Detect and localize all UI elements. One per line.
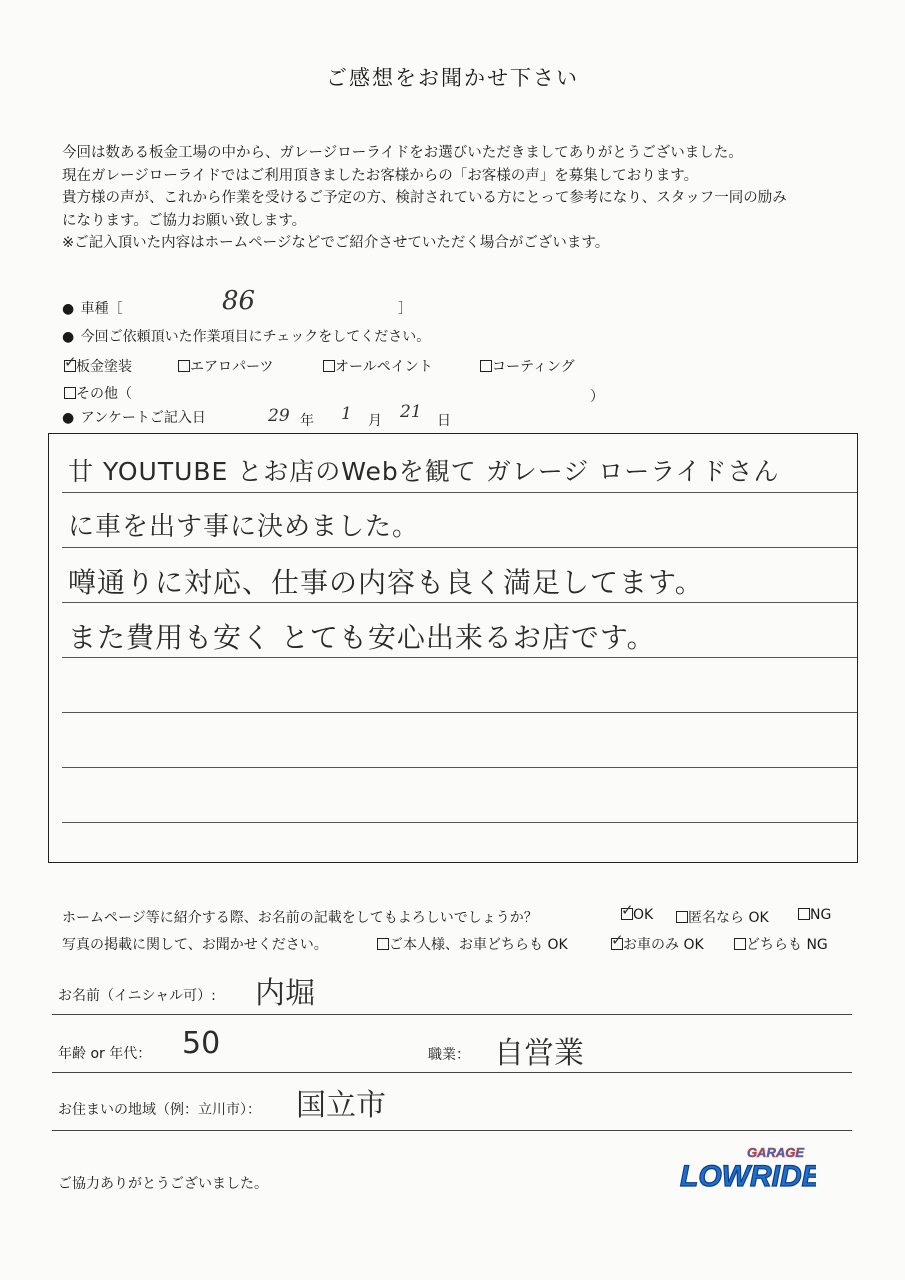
option-label: その他（: [76, 386, 132, 402]
survey-date-label: [62, 407, 206, 427]
comment-line: 噂通りに対応、仕事の内容も良く満足してます。: [68, 566, 704, 599]
name-permission-question: ホームページ等に紹介する際、お名前の記載をしてもよろしいでしょうか？: [62, 910, 538, 926]
checkbox-checked[interactable]: [611, 938, 623, 950]
name-permission-ok[interactable]: [621, 907, 653, 923]
date-year-unit: 年: [300, 413, 314, 429]
work-option-coating[interactable]: [480, 356, 575, 376]
checkbox-checked[interactable]: [621, 908, 633, 920]
option-label: NG: [810, 907, 832, 923]
name-underline: [52, 1014, 852, 1015]
age-job-underline: [52, 1072, 852, 1073]
intro-text: [62, 142, 862, 255]
job-value[interactable]: 自営業: [494, 1036, 584, 1071]
logo-top-text: GARAGE: [746, 1145, 804, 1160]
date-year-value[interactable]: 29: [268, 406, 290, 426]
comment-rule: [62, 822, 857, 823]
work-option-other[interactable]: [64, 383, 132, 403]
name-permission-anonymous[interactable]: [676, 907, 769, 927]
intro-line: 現在ガレージローライドではご利用頂きましたお客様からの「お客様の声」を募集しております。: [62, 167, 699, 184]
checkbox[interactable]: [323, 360, 335, 372]
checkbox-checked[interactable]: [64, 360, 76, 372]
checkbox[interactable]: [178, 360, 190, 372]
intro-line: 貴方様の声が、これから作業を受けるご予定の方、検討されている方にとって参考になり、スタッフ一同の励み: [62, 190, 787, 207]
date-day-value[interactable]: 21: [400, 402, 422, 422]
photo-permission-both[interactable]: [377, 934, 568, 954]
garage-lowride-logo: [676, 1142, 816, 1194]
checkbox[interactable]: [377, 938, 389, 950]
work-option-aero[interactable]: [178, 356, 273, 376]
page-title: ご感想をお聞かせ下さい: [326, 66, 579, 90]
date-day-unit: 日: [437, 413, 451, 429]
car-model-close: ］: [398, 301, 412, 317]
comment-line: 廿 YOUTUBE とお店のWebを観て ガレージ ローライドさん: [68, 457, 780, 486]
option-label: OK: [633, 907, 654, 923]
car-model-label: 車種［: [80, 301, 123, 317]
option-label: エアロパーツ: [190, 359, 274, 375]
area-underline: [52, 1130, 852, 1131]
comment-line: に車を出す事に決めました。: [68, 512, 420, 542]
option-label: 匿名なら OK: [688, 910, 769, 926]
photo-permission-question: 写真の掲載に関して、お聞かせください。: [62, 937, 328, 953]
name-value[interactable]: 内堀: [255, 976, 315, 1011]
car-model-row: [62, 298, 123, 318]
work-prompt-text: 今回ご依頼頂いた作業項目にチェックをしてください。: [80, 329, 431, 345]
job-label: 職業：: [428, 1047, 470, 1063]
option-label: 板金塗装: [76, 359, 132, 375]
photo-permission-ng[interactable]: [734, 934, 828, 954]
option-label: ご本人様、お車どちらも OK: [389, 937, 568, 953]
work-prompt: [62, 326, 430, 346]
date-month-unit: 月: [368, 413, 382, 429]
comment-rule: [62, 767, 857, 768]
work-option-allpaint[interactable]: [323, 356, 433, 376]
comment-rule: [62, 657, 857, 658]
date-label-text: アンケートご記入日: [80, 410, 206, 426]
car-model-value[interactable]: 86: [222, 286, 256, 316]
option-label: どちらも NG: [746, 937, 828, 953]
name-label: お名前（イニシャル可）:: [58, 988, 216, 1004]
logo-bottom-text: LOWRIDE: [680, 1160, 816, 1193]
checkbox[interactable]: [64, 387, 76, 399]
thanks-text: ご協力ありがとうございました。: [58, 1176, 268, 1192]
comment-rule: [62, 602, 857, 603]
work-other-close: ）: [590, 389, 604, 405]
area-label: お住まいの地域（例：立川市）：: [58, 1102, 261, 1118]
checkbox[interactable]: [798, 908, 810, 920]
comment-line: また費用も安く とても安心出来るお店です。: [68, 621, 656, 654]
age-label: 年齢 or 年代：: [58, 1046, 152, 1062]
intro-line: 今回は数ある板金工場の中から、ガレージローライドをお選びいただきましてありがとうございました。: [62, 145, 743, 161]
name-permission-ng[interactable]: [798, 907, 831, 923]
checkbox[interactable]: [676, 911, 688, 923]
logo-graphic: [676, 1142, 816, 1194]
comment-rule: [62, 492, 857, 493]
area-value[interactable]: 国立市: [296, 1088, 386, 1123]
age-value[interactable]: 50: [182, 1026, 221, 1061]
comment-rule: [62, 712, 857, 713]
photo-permission-car-only[interactable]: [611, 934, 704, 954]
intro-line: ※ご記入頂いた内容はホームページなどでご紹介させていただく場合がございます。: [62, 235, 610, 252]
checkbox[interactable]: [734, 938, 746, 950]
option-label: コーティング: [492, 359, 575, 375]
date-month-value[interactable]: 1: [341, 404, 352, 424]
option-label: オールペイント: [335, 359, 433, 375]
work-option-bankin[interactable]: [64, 356, 132, 376]
comment-rule: [62, 547, 857, 548]
checkbox[interactable]: [480, 360, 492, 372]
option-label: お車のみ OK: [623, 937, 704, 953]
intro-line: になります。ご協力お願い致します。: [62, 212, 307, 229]
